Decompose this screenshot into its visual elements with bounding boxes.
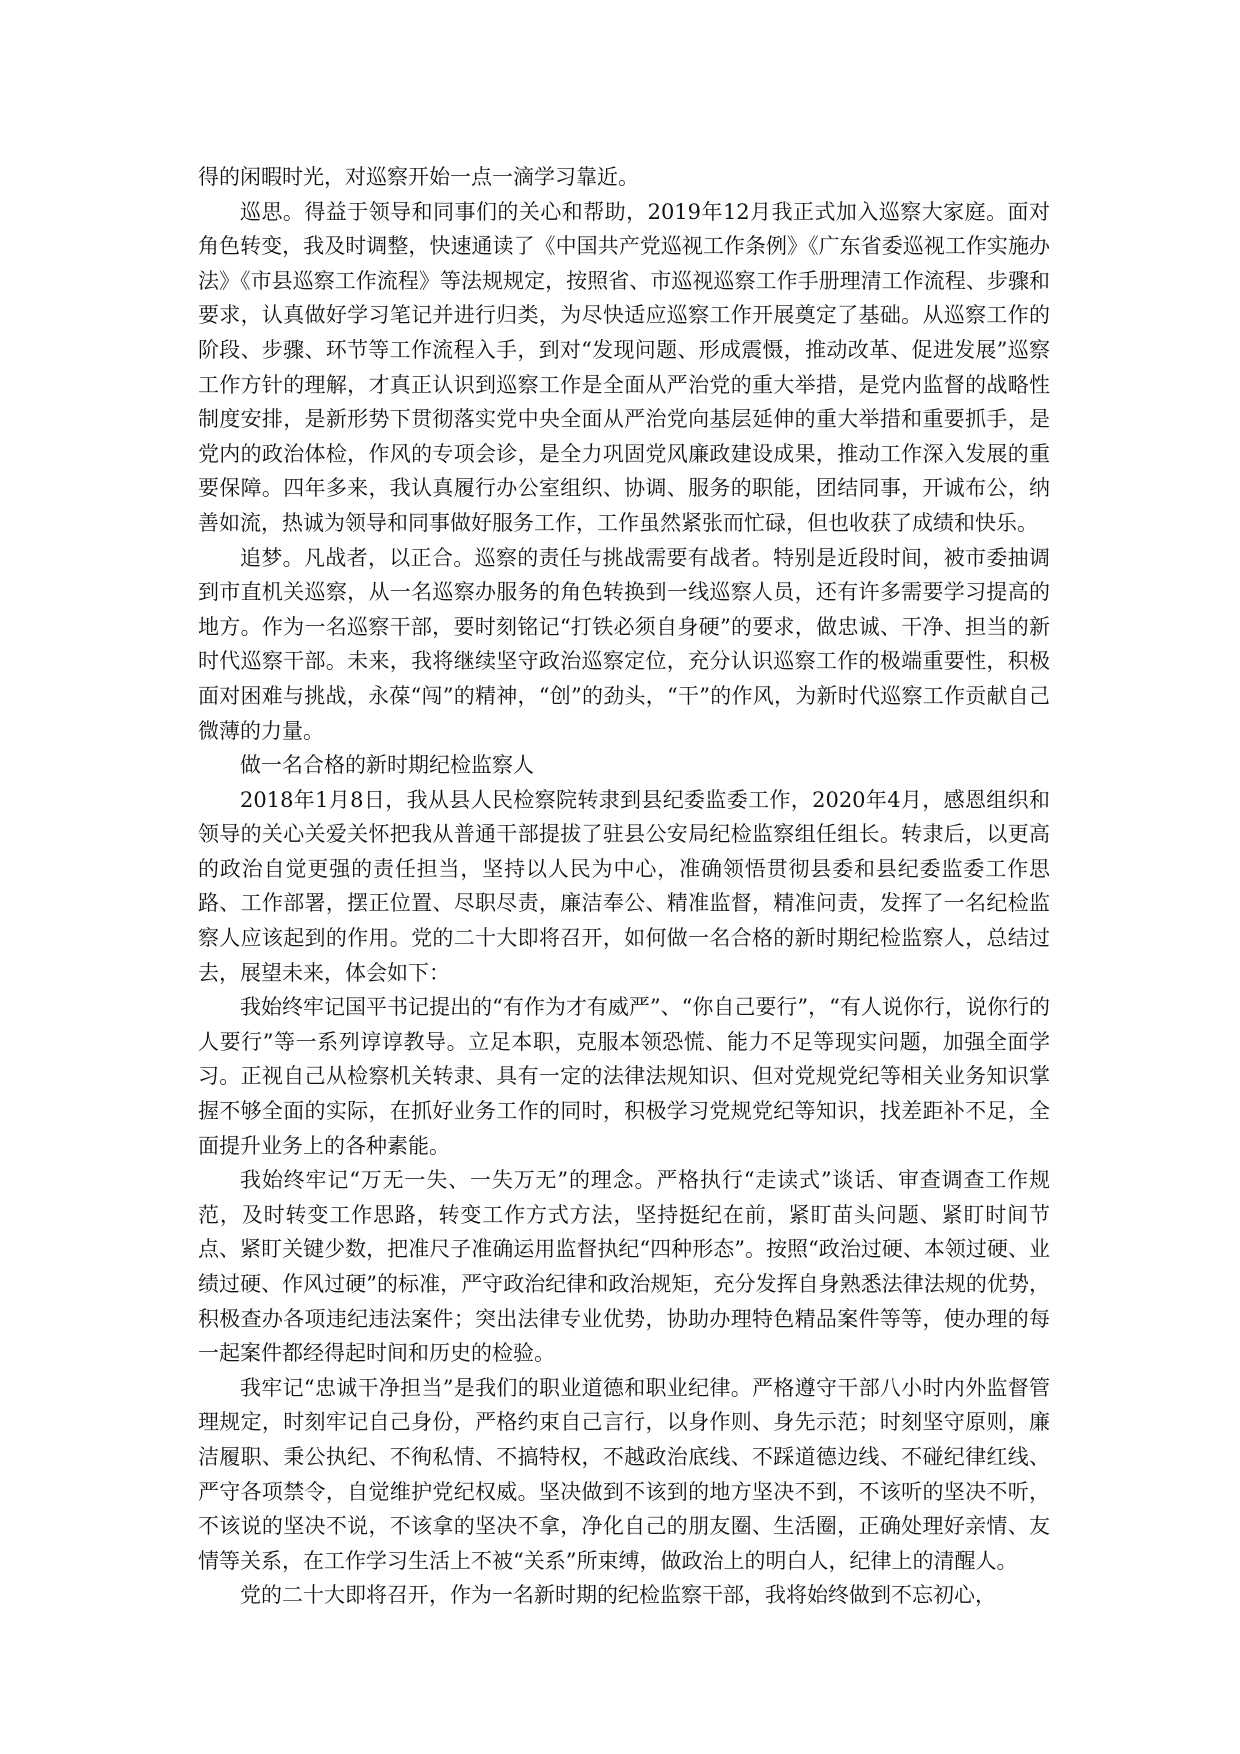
- paragraph-zhuimeng: 追梦。凡战者，以正合。巡察的责任与挑战需要有战者。特别是近段时间，被市委抽调到市直机关巡察，从一名巡察办服务的角色转换到一线巡察人员，还有许多需要学习提高的地方。作为一名巡察干部，要时刻铭记“打铁必须自身硬”的要求，做忠诚、干净、担当的新时代巡察干部。未来，我将继续坚守政治巡察定位，充分认识巡察工作的极端重要性，积极面对困难与挑战，永葆“闯”的精神，“创”的劲头，“干”的作风，为新时代巡察工作贡献自己微薄的力量。: [198, 545, 1050, 743]
- document-page: [198, 160, 1050, 1613]
- paragraph-intro: 2018年1月8日，我从县人民检察院转隶到县纪委监委工作，2020年4月，感恩组织和领导的关心关爱关怀把我从普通干部提拔了驻县公安局纪检监察组任组长。转隶后，以更高的政治自觉更强的责任担当，坚持以人民为中心，准确领悟贯彻县委和县纪委监委工作思路、工作部署，摆正位置、尽职尽责，廉洁奉公、精准监督，精准问责，发挥了一名纪检监察人应该起到的作用。党的二十大即将召开，如何做一名合格的新时期纪检监察人，总结过去，展望未来，体会如下：: [198, 787, 1050, 985]
- article-title: 做一名合格的新时期纪检监察人: [240, 753, 534, 778]
- paragraph-learning: 我始终牢记国平书记提出的“有作为才有威严”、“你自己要行”，“有人说你行，说你行的人要行”等一系列谆谆教导。立足本职，克服本领恐慌、能力不足等现实问题，加强全面学习。正视自己从检察机关转隶、具有一定的法律法规知识、但对党规党纪等相关业务知识掌握不够全面的实际，在抓好业务工作的同时，积极学习党规党纪等知识，找差距补不足，全面提升业务上的各种素能。: [198, 995, 1050, 1158]
- paragraph-discipline: 我牢记“忠诚干净担当”是我们的职业道德和职业纪律。严格遵守干部八小时内外监督管理规定，时刻牢记自己身份，严格约束自己言行，以身作则、身先示范；时刻坚守原则，廉洁履职、秉公执纪、不徇私情、不搞特权，不越政治底线、不踩道德边线、不碰纪律红线、严守各项禁令，自觉维护党纪权威。坚决做到不该到的地方坚决不到，不该听的坚决不听，不该说的坚决不说，不该拿的坚决不拿，净化自己的朋友圈、生活圈，正确处理好亲情、友情等关系，在工作学习生活上不被“关系”所束缚，做政治上的明白人，纪律上的清醒人。: [198, 1375, 1050, 1573]
- paragraph-continuation: 得的闲暇时光，对巡察开始一点一滴学习靠近。: [198, 165, 639, 189]
- paragraph-closing: 党的二十大即将召开，作为一名新时期的纪检监察干部，我将始终做到不忘初心，: [240, 1583, 996, 1608]
- paragraph-casework: 我始终牢记“万无一失、一失万无”的理念。严格执行“走读式”谈话、审查调查工作规范，及时转变工作思路，转变工作方式方法，坚持挺纪在前，紧盯苗头问题、紧盯时间节点、紧盯关键少数，把准尺子准确运用监督执纪“四种形态”。按照“政治过硬、本领过硬、业绩过硬、作风过硬”的标准，严守政治纪律和政治规矩，充分发挥自身熟悉法律法规的优势，积极查办各项违纪违法案件；突出法律专业优势，协助办理特色精品案件等等，使办理的每一起案件都经得起时间和历史的检验。: [198, 1168, 1050, 1366]
- paragraph-xunsi: 巡思。得益于领导和同事们的关心和帮助，2019年12月我正式加入巡察大家庭。面对角色转变，我及时调整，快速通读了《中国共产党巡视工作条例》《广东省委巡视工作实施办法》《市县巡察工作流程》等法规规定，按照省、市巡视巡察工作手册理清工作流程、步骤和要求，认真做好学习笔记并进行归类，为尽快适应巡察工作开展奠定了基础。从巡察工作的阶段、步骤、环节等工作流程入手，到对“发现问题、形成震慑，推动改革、促进发展”巡察工作方针的理解，才真正认识到巡察工作是全面从严治党的重大举措，是党内监督的战略性制度安排，是新形势下贯彻落实党中央全面从严治党向基层延伸的重大举措和重要抓手，是党内的政治体检，作风的专项会诊，是全力巩固党风廉政建设成果，推动工作深入发展的重要保障。四年多来，我认真履行办公室组织、协调、服务的职能，团结同事，开诚布公，纳善如流，热诚为领导和同事做好服务工作，工作虽然紧张而忙碌，但也收获了成绩和快乐。: [198, 199, 1050, 535]
